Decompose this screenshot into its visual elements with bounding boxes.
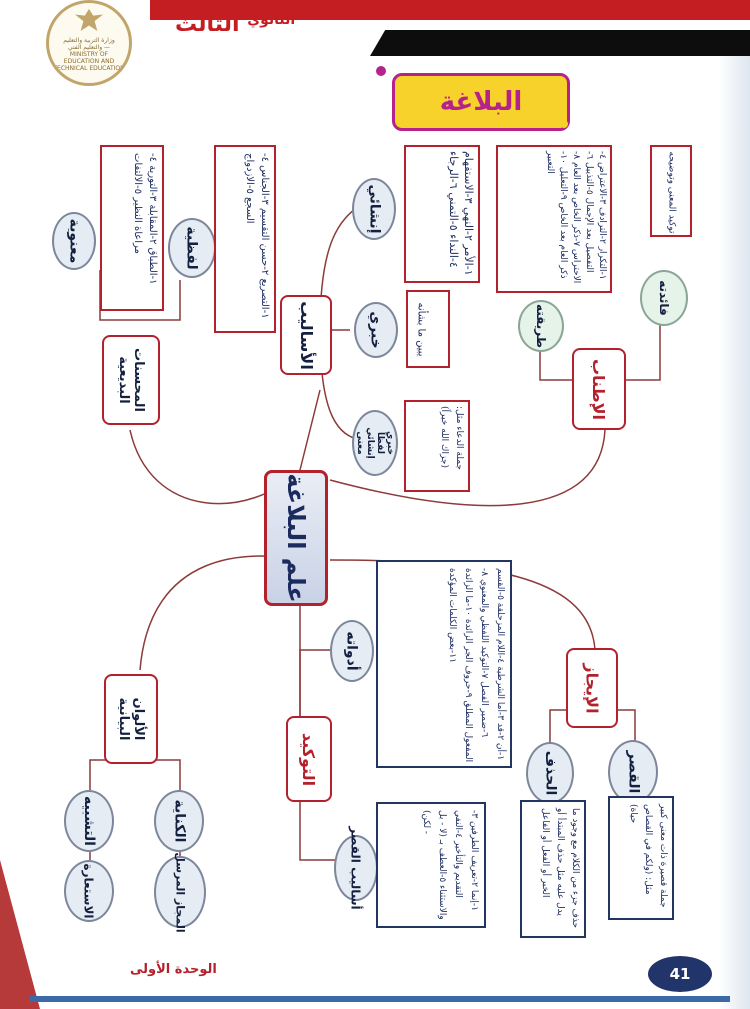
box-qasr-desc: جملة قصيرة ذات معنى كبير مثل: (ولكم في القصاص حياة) — [608, 796, 674, 920]
node-qasr: القصر — [608, 740, 658, 804]
box-khabari-lafzan-desc: جملة الدعاء مثل: (جزاك الله خيراً) — [404, 400, 470, 492]
page-number — [648, 956, 712, 992]
node-tariqatuh: طريقته — [518, 300, 564, 352]
node-majaz: المجاز المرسل — [154, 856, 206, 928]
unit-label: الوحدة الأولى — [130, 962, 217, 977]
node-istiara: الاستعارة — [64, 860, 114, 922]
box-faida-desc: توكيد المعنى وتوضيحه — [650, 145, 692, 237]
title-banner-text: البلاغة — [439, 87, 523, 117]
box-manawiya-list: ١-الطباق ٢-المقابلة ٣-التورية ٤-مراعاة النظير ٥-الالتفات — [100, 145, 164, 311]
node-tawkid: التوكيد — [286, 716, 332, 802]
box-khabari-desc: يبين ما بشأنه — [406, 290, 450, 368]
node-asalib: الأساليب — [280, 295, 332, 375]
node-manawiya: معنوية — [52, 212, 96, 270]
center-node — [264, 470, 328, 606]
node-kinaya: الكناية — [154, 790, 204, 852]
node-khabari: خبري — [354, 302, 398, 358]
grade-main: الثالث — [175, 12, 240, 37]
ministry-logo: وزارة التربية والتعليم والتعليم الفني — MINISTRY OF EDUCATION AND TECHNICAL EDUCATION — [46, 0, 132, 86]
node-muhassinat: المحسنات البديعية — [102, 335, 160, 425]
box-tariqa-list: ١-التكرار ٢-الترادف ٣-الاعتراض ٤-التفصيل بعد الإجمال ٥-التذييل ٦-الاحتراس ٧-ذكر الخاص بعد العام ٨-ذكر العام بعد الخاص ٩-التعليل ١٠-التعبير — [496, 145, 612, 293]
grade-sub: الثانوي — [247, 12, 296, 28]
box-insha-types: ١-الأمر ٢-النهي ٣-الاستفهام ٤-النداء ٥-التمني ٦-الرجاء — [404, 145, 480, 283]
node-hadhf: الحذف — [526, 742, 574, 804]
node-faidatuh: فائدته — [640, 270, 688, 326]
page-number-text: 41 — [669, 965, 691, 983]
box-qasr-styles: ١-إنما ٢-تعريف الطرفين ٣-التقديم والتأخير ٤-النفي والاستثناء ٥-العطف بـ (لا - بل - لكن) — [376, 802, 486, 928]
box-adawat-list: ١-أن ٢-قد ٣-أما الشرطية ٤-اللام المزحلقة ٥-القسم ٦-ضمير الفصل ٧-التوكيد اللفظي والمعنوي ٨-المفعول المطلق ٩-حروف الجر الزائدة ١٠-ما الزائدة ١١-بعض الكلمات المؤكدة — [376, 560, 512, 768]
box-hadhf-desc: حذف جزء من الكلام مع وجود ما يدل عليه مثل حذف المبتدأ أو الخبر أو الفعل أو الفاعل — [520, 800, 586, 938]
node-ijaz: الإيجاز — [566, 648, 618, 728]
node-insha: إنشائي — [352, 178, 396, 240]
node-lafziya: لفظية — [168, 218, 216, 278]
node-tashbih: التشبيه — [64, 790, 114, 852]
node-itnab: الإطناب — [572, 348, 626, 430]
node-adawatuh: أدواته — [330, 620, 374, 682]
node-alwan: الألوان البيانية — [104, 674, 158, 764]
box-lafziya-list: ١-التصريع ٢-حسن التقسيم ٣-الجناس ٤-السجع ٥-الازدواج — [214, 145, 276, 333]
node-asalib-qasr: أساليب القصر — [334, 835, 378, 901]
center-title: علم البلاغة — [282, 473, 311, 603]
node-khabari-lafzan: خبري لفظاً إنشائي معنى — [352, 410, 398, 476]
